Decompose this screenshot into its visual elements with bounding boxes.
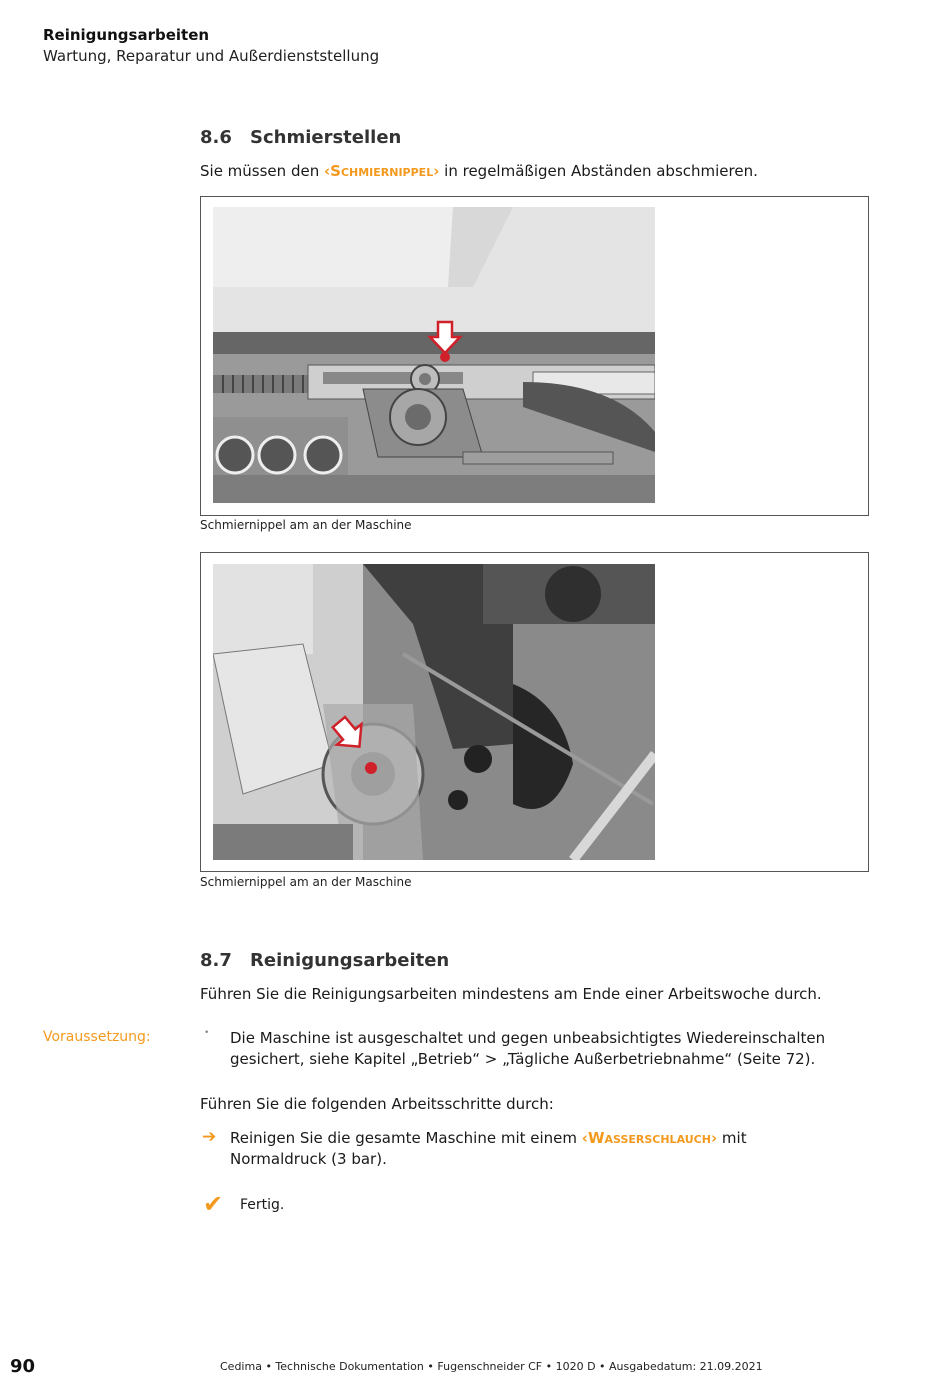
checkmark-icon: ✔ (203, 1190, 224, 1218)
section-intro: Führen Sie die Reinigungsarbeiten mindestens am Ende einer Arbeitswoche durch. (200, 985, 822, 1003)
figure-frame-2 (200, 552, 869, 872)
steps-intro: Führen Sie die folgenden Arbeitsschritte durch: (200, 1095, 554, 1113)
figure-frame-1 (200, 196, 869, 516)
section-title: Reinigungsarbeiten (250, 950, 450, 971)
prerequisite-line-2: gesichert, siehe Kapitel „Betrieb“ > „Tägliche Außerbetriebnahme“ (Seite 72). (230, 1050, 816, 1068)
prerequisite-line-1: Die Maschine ist ausgeschaltet und gegen unbeabsichtigtes Wiedereinschalten (230, 1029, 826, 1047)
footer-text: Cedima • Technische Dokumentation • Fugenschneider CF • 1020 D • Ausgabedatum: 21.09.2021 (220, 1360, 763, 1373)
section-intro (200, 161, 758, 182)
step-line-1 (230, 1128, 747, 1149)
prerequisite-bullet: • (204, 1028, 210, 1038)
section-number: 8.6 (200, 127, 232, 148)
step-text (230, 1128, 747, 1170)
term-schmiernippel[interactable]: ‹Schmiernippel› (323, 162, 440, 180)
machine-illustration-1 (213, 207, 655, 503)
machine-illustration-2 (213, 564, 655, 860)
section-number: 8.7 (200, 950, 232, 971)
step-arrow-icon: ➔ (202, 1127, 217, 1147)
figure-caption-1: Schmiernippel am an der Maschine (200, 518, 412, 532)
step-line-2: Normaldruck (3 bar). (230, 1150, 387, 1168)
header-subtitle: Wartung, Reparatur und Außerdienststellung (43, 47, 380, 65)
done-text: Fertig. (240, 1197, 285, 1213)
step-text-before: Reinigen Sie die gesamte Maschine mit einem (230, 1129, 582, 1147)
header-title: Reinigungsarbeiten (43, 26, 210, 44)
term-wasserschlauch[interactable]: ‹Wasserschlauch› (581, 1129, 718, 1147)
page-number: 90 (10, 1356, 36, 1377)
intro-text-after: in regelmäßigen Abständen abschmieren. (439, 162, 758, 180)
figure-caption-2: Schmiernippel am an der Maschine (200, 875, 412, 889)
prerequisite-label: Voraussetzung: (43, 1029, 151, 1045)
step-text-after: mit (717, 1129, 747, 1147)
machine-photo-1 (213, 207, 655, 503)
prerequisite-text (230, 1028, 825, 1070)
machine-photo-2 (213, 564, 655, 860)
intro-text-before: Sie müssen den (200, 162, 324, 180)
section-title: Schmierstellen (250, 127, 402, 148)
